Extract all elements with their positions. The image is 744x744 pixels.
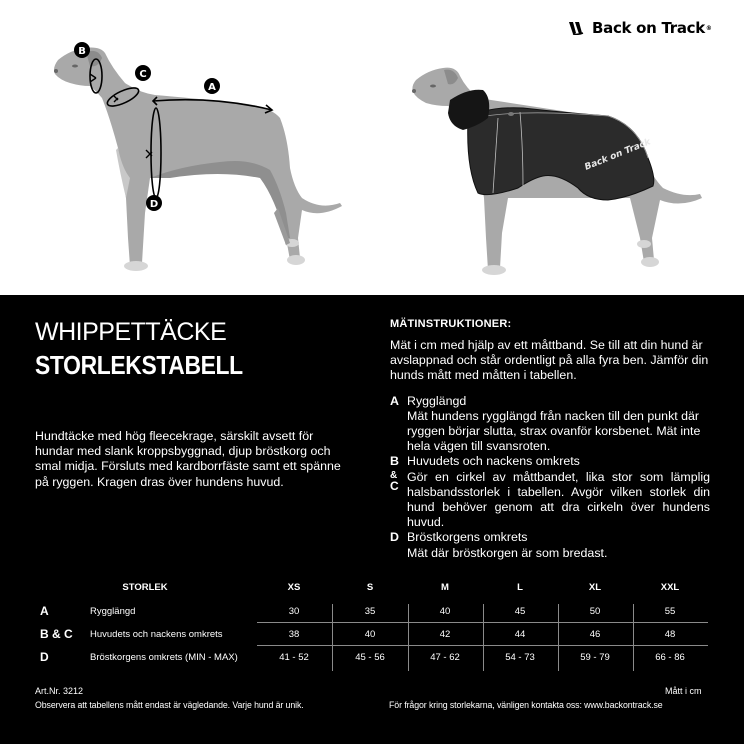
row-label: Huvudets och nackens omkrets: [90, 629, 223, 640]
table-cell: 30: [288, 606, 300, 617]
table-cell: 46: [589, 629, 601, 640]
measuring-instructions: [390, 318, 710, 561]
coat-brand-text: Back on Track: [583, 137, 653, 173]
label-b: B: [78, 46, 86, 57]
table-cell: 41 - 52: [279, 652, 309, 663]
instruction-item-a: [390, 394, 710, 455]
row-label: Bröstkorgens omkrets (MIN - MAX): [90, 652, 238, 663]
table-cell: 35: [364, 606, 376, 617]
brand-name: Back on Track: [592, 19, 705, 37]
table-cell: 40: [364, 629, 376, 640]
table-cell: 38: [288, 629, 300, 640]
size-header-s: S: [366, 582, 374, 593]
table-cell: 50: [589, 606, 601, 617]
size-header-m: M: [441, 582, 449, 593]
label-d: D: [149, 199, 159, 210]
table-cell: 45 - 56: [355, 652, 385, 663]
size-table: [0, 575, 744, 675]
brand-mark-icon: [568, 21, 588, 35]
instruction-letter: A: [390, 393, 399, 408]
instruction-text: Mät hundens rygglängd från nacken till den punkt där ryggen börjar slutta, strax ovanför korsbenet. Mät inte hela vägen till svansroten.: [407, 408, 701, 454]
table-divider: [483, 604, 484, 671]
table-cell: 42: [439, 629, 451, 640]
illustration-area: [0, 0, 744, 295]
row-letter: A: [40, 604, 49, 618]
table-cell: 40: [439, 606, 451, 617]
coated-dog-illustration: [408, 48, 708, 283]
page-title: STORLEKSTABELL: [35, 350, 243, 380]
contact-info: För frågor kring storlekarna, vänligen kontakta oss: www.backontrack.se: [389, 700, 663, 710]
product-description: Hundtäcke med hög fleecekrage, särskilt avsett för hundar med slank kroppsbyggnad, djup bröstkorg och smal midja. Försluts med kardborrfäste samt ett spänne på ryggen. Kragen dras över hundens huvud.: [35, 429, 341, 489]
label-c: C: [139, 69, 147, 80]
product-title: WHIPPETTÄCKE: [35, 318, 227, 346]
table-cell: 44: [514, 629, 526, 640]
instruction-text: Gör en cirkel av måttbandet, lika stor som lämplig halsbandsstorlek i tabellen. Avgör vilken storlek din hund behöver genom att dra cirkeln över hundens huvud.: [407, 469, 710, 530]
instruction-letter: B: [390, 454, 399, 469]
article-number: Art.Nr. 3212: [35, 686, 84, 696]
instruction-text: Mät där bröstkorgen är som bredast.: [407, 545, 608, 560]
size-header-xxl: XXL: [660, 582, 680, 593]
table-divider: [332, 604, 333, 671]
instruction-title: Bröstkorgens omkrets: [407, 530, 528, 545]
registered-mark: ®: [705, 24, 712, 32]
instruction-letter: D: [390, 530, 399, 545]
row-letter: D: [40, 650, 49, 664]
row-label: Rygglängd: [90, 606, 136, 617]
instruction-item-bc: [390, 454, 710, 530]
instructions-heading: MÄTINSTRUKTIONER:: [390, 318, 512, 330]
size-header-l: L: [517, 582, 523, 593]
table-divider: [558, 604, 559, 671]
size-header-xl: XL: [588, 582, 602, 593]
brand-logo: [568, 17, 712, 39]
instructions-intro: Mät i cm med hjälp av ett måttband. Se till att din hund är avslappnad och står ordentligt på alla fyra ben. Jämför din hunds mått med måtten i tabellen.: [390, 338, 709, 383]
table-divider: [257, 645, 708, 646]
table-cell: 48: [664, 629, 676, 640]
table-cell: 47 - 62: [430, 652, 460, 663]
table-cell: 45: [514, 606, 526, 617]
table-divider: [633, 604, 634, 671]
size-header-label: STORLEK: [122, 582, 168, 593]
instruction-item-d: [390, 530, 710, 560]
table-cell: 66 - 86: [655, 652, 685, 663]
instruction-letter: C: [390, 479, 399, 494]
unit-label: Mått i cm: [665, 686, 702, 696]
table-divider: [408, 604, 409, 671]
size-header-xs: XS: [287, 582, 301, 593]
disclaimer-note: Observera att tabellens mått endast är vägledande. Varje hund är unik.: [35, 700, 304, 710]
table-cell: 54 - 73: [505, 652, 535, 663]
table-cell: 59 - 79: [580, 652, 610, 663]
instruction-title: Huvudets och nackens omkrets: [407, 454, 580, 469]
table-cell: 55: [664, 606, 676, 617]
measurement-dog-illustration: [50, 38, 350, 278]
label-a: A: [208, 82, 216, 93]
instruction-title: Rygglängd: [407, 393, 467, 408]
row-letter: B & C: [40, 627, 73, 641]
instruction-ampersand: &: [390, 470, 398, 482]
table-divider: [257, 622, 708, 623]
